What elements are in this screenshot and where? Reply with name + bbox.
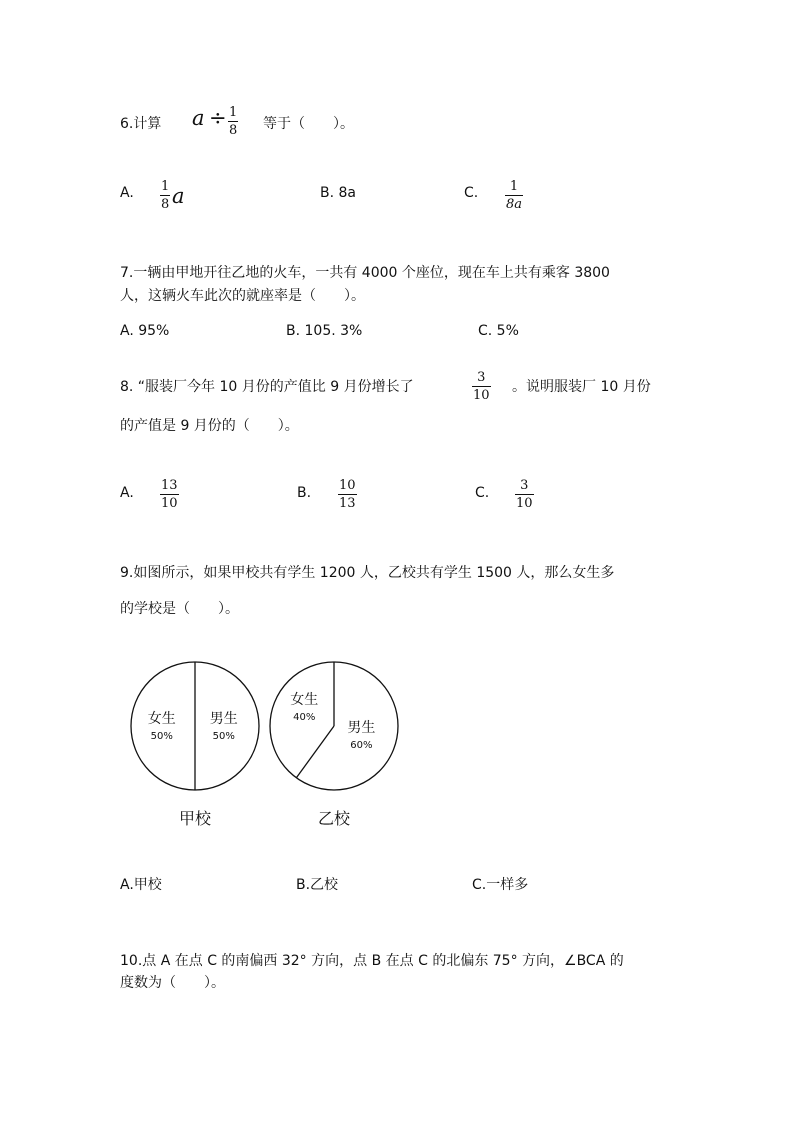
q8-option-c-numerator: 3 bbox=[520, 478, 529, 493]
q9-line2: 的学校是（ ）。 bbox=[120, 601, 239, 617]
q6-expression bbox=[192, 106, 227, 130]
q6-option-a-fraction bbox=[160, 179, 170, 212]
q8-option-c-fraction bbox=[515, 478, 534, 511]
q8-fraction bbox=[472, 370, 491, 403]
q8-line2: 的产值是 9 月份的（ ）。 bbox=[120, 418, 299, 434]
q10-line1: 10.点 A 在点 C 的南偏西 32° 方向，点 B 在点 C 的北偏东 75° 方向，∠BCA 的 bbox=[120, 953, 624, 969]
q8-denominator: 10 bbox=[473, 388, 490, 403]
pie-1-title: 乙校 bbox=[317, 809, 351, 828]
q7-line2: 人，这辆火车此次的就座率是（ ）。 bbox=[120, 288, 365, 304]
q7-option-c: C. 5% bbox=[478, 323, 519, 339]
q7-line1: 7.一辆由甲地开往乙地的火车，一共有 4000 个座位，现在车上共有乘客 3800 bbox=[120, 265, 610, 281]
q8-option-c-label: C. bbox=[475, 485, 490, 501]
q8-option-b-label: B. bbox=[297, 485, 312, 501]
q9-option-b: B.乙校 bbox=[296, 877, 339, 893]
q8-option-a-label: A. bbox=[120, 485, 134, 501]
pie-0-slice-1-label: 男生 bbox=[209, 711, 238, 727]
q7-option-a: A. 95% bbox=[120, 323, 170, 339]
q8-option-a-denominator: 10 bbox=[161, 496, 178, 511]
pie-1-slice-0-value: 40% bbox=[293, 712, 316, 724]
q8-line1-post: 。说明服装厂 10 月份 bbox=[512, 379, 651, 395]
q8-numerator: 3 bbox=[477, 370, 486, 385]
pie-0-title: 甲校 bbox=[178, 809, 212, 828]
pie-0-slice-1-value: 50% bbox=[212, 731, 235, 742]
q6-option-c-label: C. bbox=[464, 185, 479, 201]
pie-1-slice-0-label: 女生 bbox=[290, 692, 319, 709]
q7-option-b: B. 105. 3% bbox=[286, 323, 363, 339]
q6-divide-sign: ÷ bbox=[208, 106, 227, 130]
q6-option-b: B. 8a bbox=[320, 185, 356, 201]
q6-prefix: 6.计算 bbox=[120, 116, 162, 132]
q8-option-b-fraction bbox=[338, 478, 357, 511]
q6-option-a-label: A. bbox=[120, 185, 134, 201]
q8-option-c-denominator: 10 bbox=[516, 496, 533, 511]
q6-expr-denominator: 8 bbox=[229, 123, 238, 138]
q8-option-b-denominator: 13 bbox=[339, 496, 356, 511]
q6-expr-numerator: 1 bbox=[229, 105, 238, 120]
q8-line1-pre: 8. “服装厂今年 10 月份的产值比 9 月份增长了 bbox=[120, 379, 414, 395]
pie-charts bbox=[0, 640, 794, 900]
pie-1-slice-1-label: 男生 bbox=[347, 719, 376, 736]
q6-expr-fraction bbox=[228, 105, 238, 138]
q9-option-c: C.一样多 bbox=[472, 877, 529, 893]
q8-option-a-fraction bbox=[160, 478, 179, 511]
q6-option-a-denominator: 8 bbox=[161, 197, 170, 212]
q8-option-b-numerator: 10 bbox=[339, 478, 356, 493]
q6-option-a-numerator: 1 bbox=[161, 179, 170, 194]
q6-var: a bbox=[192, 106, 205, 130]
q10-line2: 度数为（ ）。 bbox=[120, 975, 225, 991]
q6-option-c-denominator: 8a bbox=[506, 197, 523, 212]
q6-option-a-var: a bbox=[172, 184, 185, 208]
q6-suffix: 等于（ ）。 bbox=[263, 116, 354, 132]
pie-0-slice-0-value: 50% bbox=[150, 731, 173, 742]
q9-option-a: A.甲校 bbox=[120, 877, 162, 893]
q8-option-a-numerator: 13 bbox=[161, 478, 178, 493]
q6-option-c-numerator: 1 bbox=[509, 179, 519, 194]
pie-1-slice-1-value: 60% bbox=[350, 739, 373, 751]
pie-0-slice-0-label: 女生 bbox=[147, 711, 176, 727]
q9-line1: 9.如图所示，如果甲校共有学生 1200 人，乙校共有学生 1500 人，那么女生多 bbox=[120, 565, 615, 581]
q6-option-c-fraction bbox=[505, 179, 523, 212]
